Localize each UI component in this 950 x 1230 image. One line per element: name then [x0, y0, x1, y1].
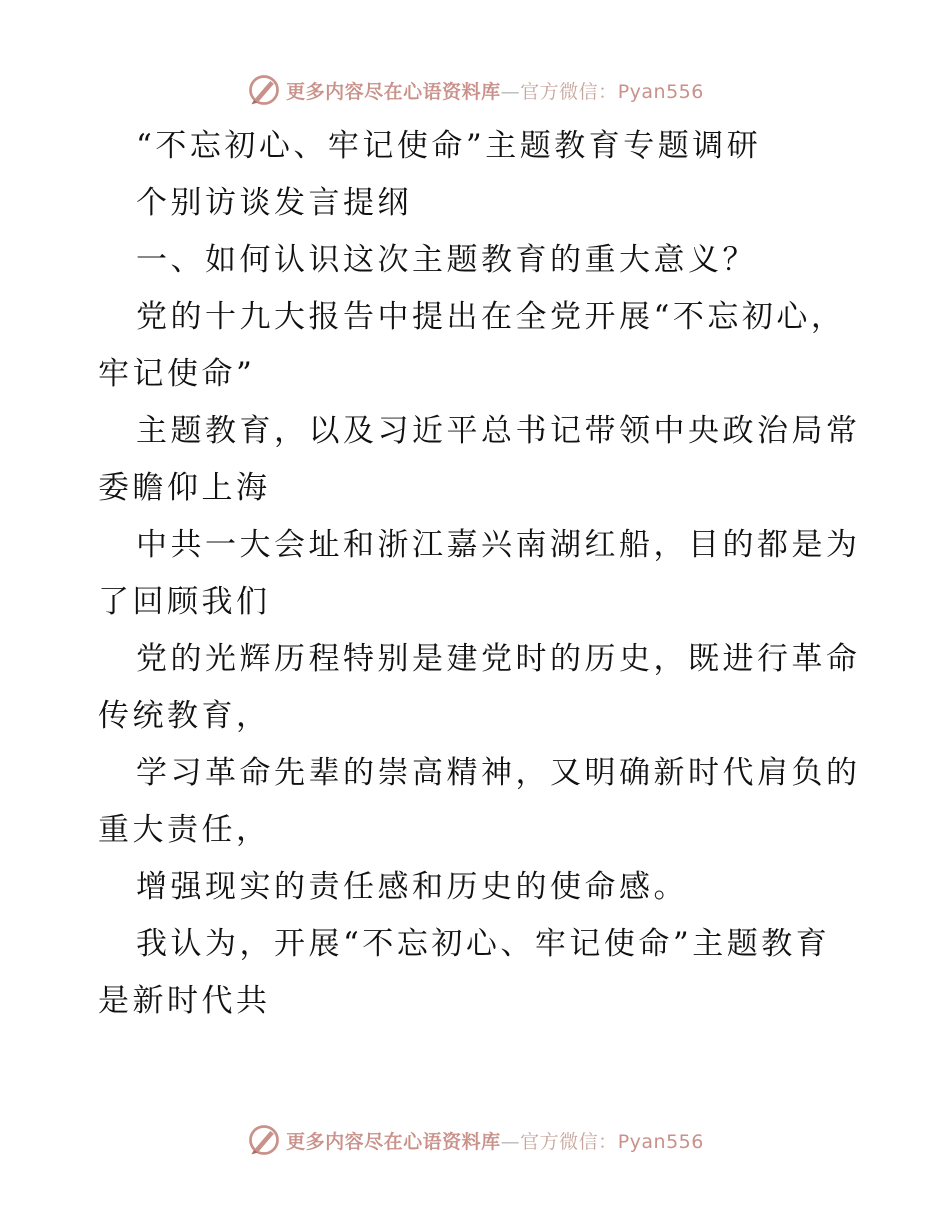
watermark-account: Pyan556: [617, 80, 704, 103]
watermark-main: 更多内容尽在心语资料库: [286, 1130, 501, 1153]
watermark-text: [286, 1127, 704, 1154]
text-line: 主题教育，以及习近平总书记带领中央政治局常: [136, 413, 861, 449]
text-line: 传统教育，: [98, 698, 271, 734]
text-line: 了回顾我们: [98, 584, 271, 620]
watermark-label: 官方微信：: [520, 80, 618, 103]
pen-circle-logo-icon: [246, 72, 282, 108]
watermark-text: [286, 77, 704, 104]
header-watermark: [0, 68, 950, 112]
footer-watermark: [0, 1118, 950, 1162]
text-line: 党的光辉历程特别是建党时的历史，既进行革命: [136, 641, 861, 677]
text-line: 是新时代共: [98, 983, 271, 1019]
text-line: 重大责任，: [98, 812, 271, 848]
text-line: 学习革命先辈的崇高精神，又明确新时代肩负的: [136, 755, 861, 791]
watermark-separator: —: [500, 1130, 521, 1153]
text-line: 个别访谈发言提纲: [136, 185, 412, 221]
text-line: 一、如何认识这次主题教育的重大意义？: [136, 242, 757, 278]
watermark-account: Pyan556: [617, 1130, 704, 1153]
text-line: “不忘初心、牢记使命”主题教育专题调研: [136, 128, 762, 164]
watermark-label: 官方微信：: [520, 1130, 618, 1153]
text-line: 我认为，开展“不忘初心、牢记使命”主题教育: [136, 926, 831, 962]
text-line: 中共一大会址和浙江嘉兴南湖红船，目的都是为: [136, 527, 861, 563]
watermark-main: 更多内容尽在心语资料库: [286, 80, 501, 103]
watermark-separator: —: [500, 80, 521, 103]
text-line: 党的十九大报告中提出在全党开展“不忘初心，: [136, 299, 846, 335]
text-line: 牢记使命”: [98, 356, 256, 392]
document-body: [98, 118, 861, 1030]
pen-circle-logo-icon: [246, 1122, 282, 1158]
text-line: 委瞻仰上海: [98, 470, 271, 506]
text-line: 增强现实的责任感和历史的使命感。: [136, 869, 688, 905]
